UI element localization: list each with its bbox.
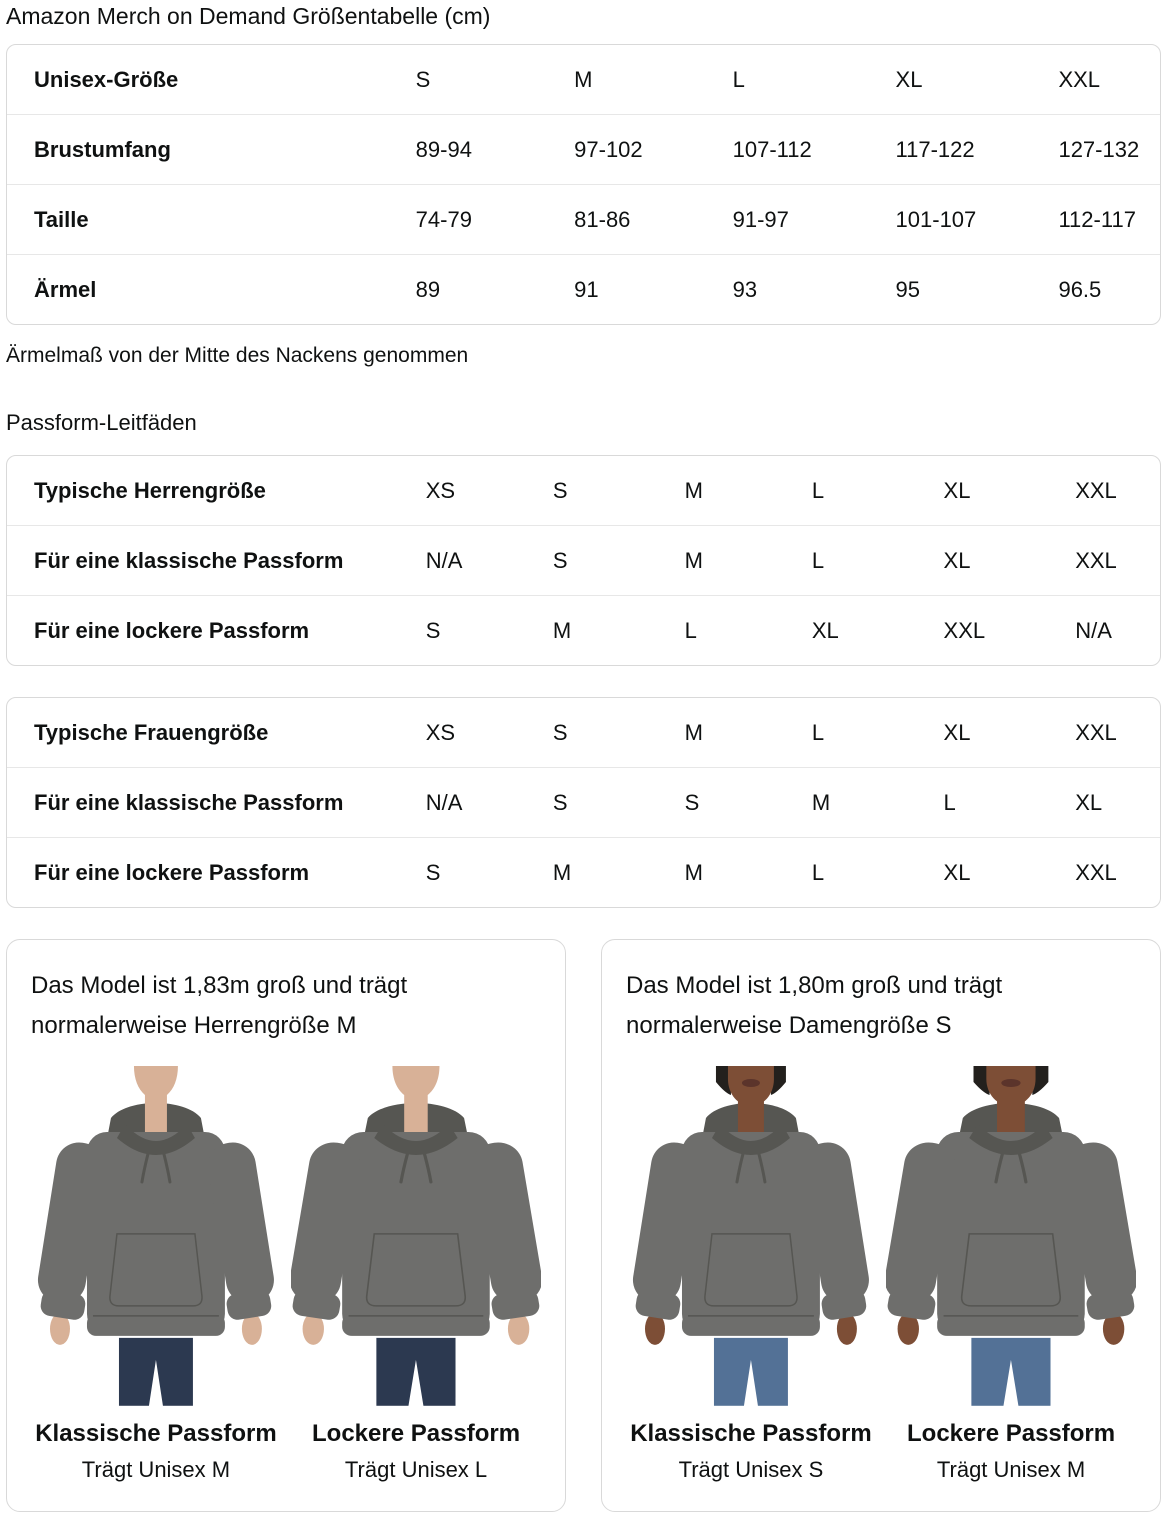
measurement-value: 117-122 xyxy=(895,136,975,162)
size-column-header: S xyxy=(415,66,431,92)
measurement-value: 96.5 xyxy=(1058,276,1102,302)
female-model-classic-fit-photo xyxy=(626,1066,876,1406)
fit-size-value: M xyxy=(684,477,703,503)
womens-fit-guide-table xyxy=(6,697,1161,908)
fit-size-value: M xyxy=(684,719,703,745)
row-label: Typische Frauengröße xyxy=(34,719,269,745)
row-label: Typische Herrengröße xyxy=(34,477,266,503)
fit-label: Klassische Passform xyxy=(35,1419,277,1447)
row-label: Für eine klassische Passform xyxy=(34,547,344,573)
male-model-classic-fit-photo xyxy=(31,1066,281,1406)
row-label: Taille xyxy=(34,206,89,232)
row-label: Für eine lockere Passform xyxy=(34,859,310,885)
table-row-unisex-header xyxy=(7,45,1160,114)
fit-size-value: XL xyxy=(811,617,839,643)
model-figure-loose xyxy=(886,1066,1136,1483)
table-row-sleeve xyxy=(7,254,1160,324)
size-column-header: XL xyxy=(895,66,923,92)
row-label: Für eine klassische Passform xyxy=(34,789,344,815)
mens-fit-guide-table xyxy=(6,455,1161,666)
womens-model-card xyxy=(601,939,1161,1512)
table-row-loose-fit xyxy=(7,837,1160,907)
measurement-value: 127-132 xyxy=(1058,136,1140,162)
measurement-value: 97-102 xyxy=(574,136,643,162)
model-figure-classic xyxy=(626,1066,876,1483)
row-label: Unisex-Größe xyxy=(34,66,179,92)
fit-size-value: M xyxy=(684,859,703,885)
measurement-value: 91-97 xyxy=(732,206,789,232)
measurement-value: 89 xyxy=(415,276,441,302)
fit-size-value: L xyxy=(684,617,697,643)
table-row-waist xyxy=(7,184,1160,254)
model-cards xyxy=(6,939,1161,1512)
measurement-value: 89-94 xyxy=(415,136,472,162)
measurement-value: 93 xyxy=(732,276,758,302)
fit-size-value: L xyxy=(943,789,956,815)
measurement-value: 95 xyxy=(895,276,921,302)
fit-size-value: S xyxy=(425,859,441,885)
page-title: Amazon Merch on Demand Größentabelle (cm) xyxy=(6,3,491,29)
row-label: Brustumfang xyxy=(34,136,171,162)
table-row-typical-mens-size xyxy=(7,456,1160,525)
fit-size-value: S xyxy=(684,789,700,815)
fit-size-value: XS xyxy=(425,719,456,745)
fit-size-value: XXL xyxy=(1075,859,1117,885)
unisex-size-table xyxy=(6,44,1161,325)
model-description: Das Model ist 1,83m groß und trägt normalerweise Herrengröße M xyxy=(31,972,408,1039)
fit-size-value: XL xyxy=(1075,789,1103,815)
worn-size-label: Trägt Unisex L xyxy=(344,1456,488,1482)
table-row-chest xyxy=(7,114,1160,184)
fit-size-value: XL xyxy=(943,547,971,573)
worn-size-label: Trägt Unisex M xyxy=(81,1456,231,1482)
fit-size-value: L xyxy=(811,719,825,745)
size-column-header: M xyxy=(574,66,593,92)
fit-size-value: L xyxy=(811,859,825,885)
measurement-value: 112-117 xyxy=(1058,206,1136,232)
fit-size-value: XL xyxy=(943,719,971,745)
measurement-value: 74-79 xyxy=(415,206,472,232)
female-model-loose-fit-photo xyxy=(886,1066,1136,1406)
model-figure-loose xyxy=(291,1066,541,1483)
fit-size-value: XXL xyxy=(943,617,986,643)
row-label: Ärmel xyxy=(34,276,97,302)
mens-model-card xyxy=(6,939,566,1512)
fit-size-value: N/A xyxy=(425,547,463,573)
fit-label: Lockere Passform xyxy=(907,1419,1116,1447)
worn-size-label: Trägt Unisex S xyxy=(678,1456,824,1482)
fit-size-value: S xyxy=(552,719,568,745)
worn-size-label: Trägt Unisex M xyxy=(936,1456,1086,1482)
fit-size-value: S xyxy=(425,617,441,643)
fit-size-value: XL xyxy=(943,859,971,885)
fit-size-value: XXL xyxy=(1075,477,1117,503)
fit-size-value: M xyxy=(811,789,831,815)
measurement-value: 81-86 xyxy=(574,206,631,232)
fit-size-value: S xyxy=(552,789,568,815)
fit-label: Klassische Passform xyxy=(630,1419,872,1447)
fit-size-value: M xyxy=(552,617,572,643)
fit-size-value: S xyxy=(552,547,568,573)
model-description: Das Model ist 1,80m groß und trägt normalerweise Damengröße S xyxy=(626,972,1003,1039)
fit-label: Lockere Passform xyxy=(312,1419,521,1447)
table-row-classic-fit xyxy=(7,767,1160,837)
row-label: Für eine lockere Passform xyxy=(34,617,310,643)
model-figures xyxy=(31,1066,541,1483)
fit-size-value: XXL xyxy=(1075,547,1117,573)
fit-size-value: XS xyxy=(425,477,456,503)
fit-size-value: M xyxy=(684,547,703,573)
fit-size-value: N/A xyxy=(1075,617,1112,643)
fit-size-value: L xyxy=(811,547,825,573)
fit-size-value: XXL xyxy=(1075,719,1117,745)
table-row-classic-fit xyxy=(7,525,1160,595)
male-model-loose-fit-photo xyxy=(291,1066,541,1406)
model-figure-classic xyxy=(31,1066,281,1483)
fit-guides-heading: Passform-Leitfäden xyxy=(6,410,197,435)
fit-size-value: M xyxy=(552,859,572,885)
size-column-header: L xyxy=(732,66,745,92)
sleeve-measurement-footnote: Ärmelmaß von der Mitte des Nackens genommen xyxy=(6,344,469,367)
measurement-value: 107-112 xyxy=(732,136,812,162)
fit-size-value: L xyxy=(811,477,825,503)
size-column-header: XXL xyxy=(1058,66,1101,92)
measurement-value: 101-107 xyxy=(895,206,977,232)
table-row-typical-womens-size xyxy=(7,698,1160,767)
fit-size-value: S xyxy=(552,477,568,503)
model-figures xyxy=(626,1066,1136,1483)
measurement-value: 91 xyxy=(574,276,599,302)
fit-size-value: XL xyxy=(943,477,971,503)
table-row-loose-fit xyxy=(7,595,1160,665)
fit-size-value: N/A xyxy=(425,789,463,815)
